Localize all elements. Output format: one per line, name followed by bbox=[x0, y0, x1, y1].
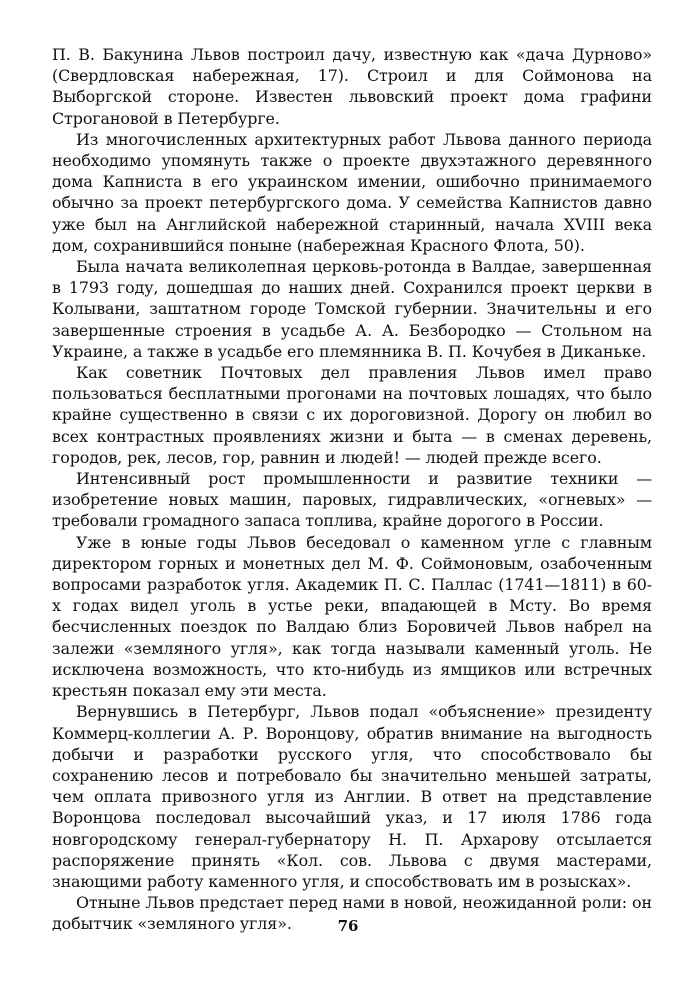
paragraph: Из многочисленных архитектурных работ Львова данного периода необходимо упомянуть также о проекте двухэтажного деревянного дома Капниста в его украинском имении, ошибочно принимаемого обычно за проект петербургского дома. У семейства Капнистов давно уже был на Английской набережной старинный, начала XVIII века дом, сохранившийся поныне (набережная Красного Флота, 50). bbox=[52, 129, 652, 255]
paragraph: Вернувшись в Петербург, Львов подал «объяснение» президенту Коммерц-коллегии А. Р. Воронцову, обратив внимание на выгодность добычи и разработки русского угля, что способствовало бы сохранению лесов и потребовало бы значительно меньшей затраты, чем оплата привозного угля из Англии. В ответ на представление Воронцова последовал высочайший указ, и 17 июля 1786 года новгородскому генерал-губернатору Н. П. Архарову отсылается распоряжение принять «Кол. сов. Львова с двумя мастерами, знающими работу каменного угля, и способствовать им в розысках». bbox=[52, 702, 652, 891]
paragraph: Как советник Почтовых дел правления Львов имел право пользоваться бесплатными прогонами на почтовых лошадях, что было крайне существенно в связи с их дороговизной. Дорогу он любил во всех контрастных проявлениях жизни и быта — в сменах деревень, городов, рек, лесов, гор, равнин и людей! — людей прежде всего. bbox=[52, 363, 652, 467]
paragraph: Отныне Львов предстает перед нами в новой, неожиданной роли: он добытчик «земляного угля». bbox=[52, 893, 652, 934]
paragraph: Была начата великолепная церковь-ротонда в Валдае, завершенная в 1793 году, дошедшая до наших дней. Сохранился проект церкви в Колывани, заштатном городе Томской губернии. Значительны и его завершенные строения в усадьбе А. А. Безбородко — Стольном на Украине, а также в усадьбе его племянника В. П. Кочубея в Диканьке. bbox=[52, 257, 652, 361]
paragraph: Интенсивный рост промышленности и развитие техники — изобретение новых машин, паровых, гидравлических, «огневых» — требовали громадного запаса топлива, крайне дорогого в России. bbox=[52, 469, 652, 531]
page-number: 76 bbox=[337, 917, 359, 935]
page-text bbox=[52, 44, 652, 935]
paragraph: П. В. Бакунина Львов построил дачу, известную как «дача Дурново» (Свердловская набережная, 17). Строил и для Соймонова на Выборгской стороне. Известен львовский проект дома графини Строгановой в Петербурге. bbox=[52, 45, 652, 128]
paragraph: Уже в юные годы Львов беседовал о каменном угле с главным директором горных и монетных дел М. Ф. Соймоновым, озабоченным вопросами разработок угля. Академик П. С. Паллас (1741—1811) в 60-х годах видел уголь в устье реки, впадающей в Мсту. Во время бесчисленных поездок по Валдаю близ Боровичей Львов набрел на залежи «земляного угля», как тогда называли каменный уголь. Не исключена возможность, что кто-нибудь из ямщиков или встречных крестьян показал ему эти места. bbox=[52, 532, 652, 701]
